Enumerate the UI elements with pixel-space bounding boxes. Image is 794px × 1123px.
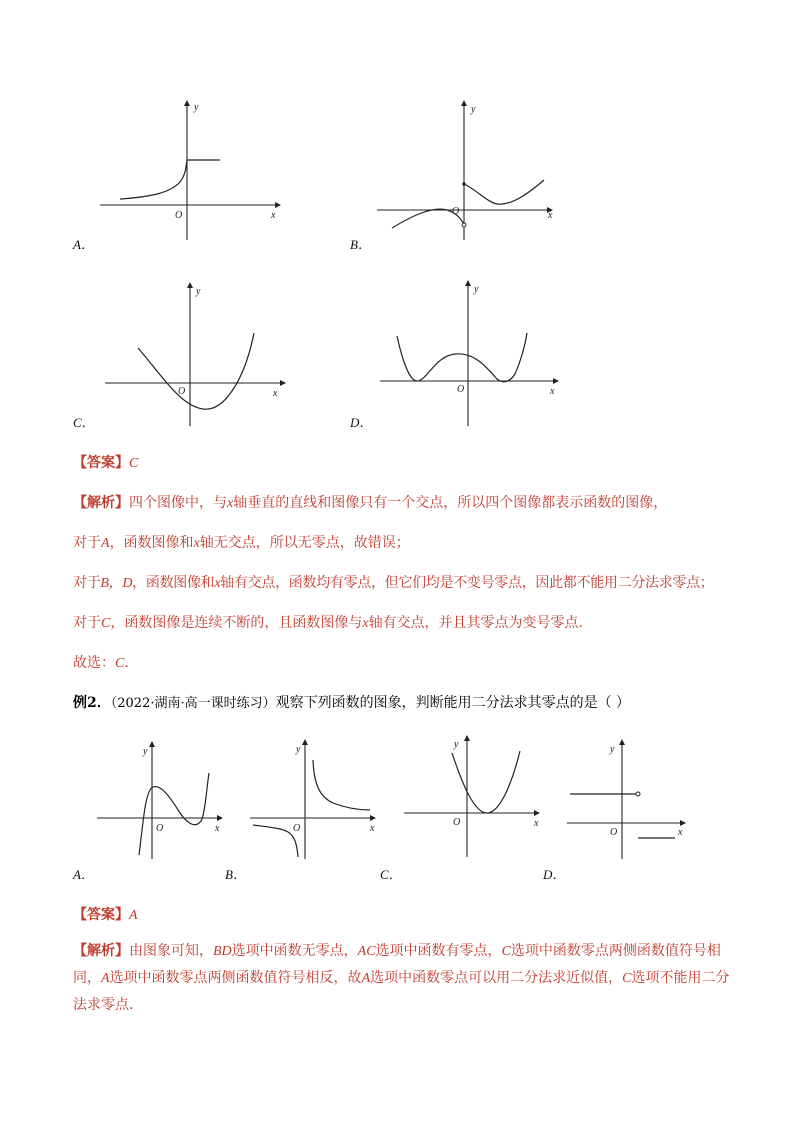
answer-tag: 【答案】	[73, 907, 129, 923]
q1-analysis-line-1	[73, 492, 667, 512]
q1-graph-a-svg	[95, 98, 285, 243]
open-dot	[462, 223, 466, 227]
q2-answer	[73, 904, 138, 924]
origin-label: O	[452, 206, 460, 217]
x-label: x	[273, 388, 278, 399]
q1-option-a-letter: A．	[73, 237, 94, 252]
y-label: y	[610, 744, 615, 755]
origin-label: O	[453, 817, 461, 828]
text: 四个图像中，与	[129, 495, 227, 511]
text: ．	[124, 655, 139, 671]
text: 故选：	[73, 655, 115, 671]
q2-graph-c-svg	[402, 733, 552, 858]
y-label: y	[454, 739, 459, 750]
q2-question	[73, 692, 630, 712]
x-label: x	[215, 823, 220, 834]
q1-analysis-line-2	[73, 532, 410, 552]
var-bd: B，D	[100, 576, 133, 591]
var-x: x	[227, 496, 234, 511]
q2-graph-a-svg	[95, 735, 235, 860]
origin-label: O	[175, 210, 183, 221]
origin-label: O	[610, 827, 618, 838]
text: 选项中函数零点可以用二分法求近似值，	[370, 970, 623, 986]
text: 选项中函数零点两侧函数值符号相反，故	[109, 970, 362, 986]
q2-graph-b	[248, 735, 388, 860]
var: C	[501, 944, 511, 959]
hyperbola-left	[253, 823, 301, 857]
q2-option-b-letter: B．	[225, 867, 246, 882]
x-label: x	[534, 818, 539, 829]
q1-graph-c	[100, 278, 290, 428]
text: 选项不能用二分法求零点．	[73, 970, 730, 1013]
var: C	[622, 971, 632, 986]
example-label: 例2．	[73, 695, 111, 711]
q2-graph-a	[95, 735, 235, 860]
y-label: y	[474, 284, 479, 295]
answer-value: C	[129, 456, 139, 471]
analysis-tag: 【解析】	[73, 943, 129, 959]
x-label: x	[550, 386, 555, 397]
var-x: x	[214, 576, 221, 591]
var: BD	[213, 944, 232, 959]
q1-graph-b-svg	[372, 98, 562, 243]
curve-right	[464, 180, 544, 204]
var: A	[361, 971, 371, 986]
y-label: y	[296, 744, 301, 755]
curve	[120, 160, 187, 199]
var-x: x	[362, 616, 369, 631]
answer-value: A	[129, 908, 138, 923]
q1-graph-d	[375, 278, 565, 428]
text: 轴无交点，所以无零点，故错误；	[199, 535, 410, 551]
y-label: y	[196, 286, 201, 297]
origin-label: O	[156, 823, 164, 834]
text: 轴有交点，并且其零点为变号零点．	[368, 615, 593, 631]
q1-analysis-line-5	[73, 652, 138, 672]
source: （2022·湖南·高一课时练习）	[110, 696, 276, 711]
x-label: x	[370, 823, 375, 834]
hyperbola-right	[313, 760, 370, 810]
text: 对于	[73, 535, 101, 551]
question-text: 观察下列函数的图象，判断能用二分法求其零点的是（ ）	[275, 695, 631, 711]
text: ，函数图像和	[109, 535, 194, 551]
q1-graph-b	[372, 98, 562, 243]
var-a: A	[101, 536, 110, 551]
y-label: y	[471, 104, 476, 115]
q2-option-a-letter: A．	[73, 867, 94, 882]
q1-option-d-letter: D．	[350, 415, 373, 430]
q1-option-b-letter: B．	[350, 237, 371, 252]
var-c: C	[101, 616, 111, 631]
text: 轴有交点，函数均有零点，但它们均是不变号零点，因此都不能用二分法求零点；	[220, 575, 714, 591]
var-c: C	[115, 656, 125, 671]
origin-label: O	[457, 384, 465, 395]
curve	[397, 333, 527, 382]
q1-option-c-letter: C．	[73, 415, 95, 430]
x-label: x	[678, 827, 683, 838]
x-label: x	[271, 210, 276, 221]
text: ，函数图像是连续不断的，且函数图像与	[110, 615, 363, 631]
text: 对于	[73, 575, 101, 591]
q2-graph-b-svg	[248, 735, 388, 860]
x-label: x	[548, 210, 553, 221]
q1-graph-a	[95, 98, 285, 243]
var-x: x	[193, 536, 200, 551]
q2-graph-c	[402, 733, 552, 858]
q1-answer	[73, 452, 138, 472]
var: A	[101, 971, 110, 986]
answer-tag: 【答案】	[73, 455, 129, 471]
q2-graph-d-svg	[565, 735, 705, 860]
var: AC	[357, 944, 376, 959]
text: 选项中函数零点两侧函数值符号相同，	[73, 943, 721, 986]
q2-option-d-letter: D．	[543, 867, 566, 882]
q1-analysis-line-3	[73, 572, 714, 592]
origin-label: O	[178, 386, 186, 397]
cubic-curve	[139, 773, 209, 855]
parabola	[452, 751, 520, 813]
origin-label: O	[293, 823, 301, 834]
parabola	[138, 333, 254, 409]
q1-analysis-line-4	[73, 612, 593, 632]
analysis-tag: 【解析】	[73, 495, 129, 511]
q2-graph-d	[565, 735, 705, 860]
closed-dot	[462, 182, 466, 186]
text: 对于	[73, 615, 101, 631]
y-label: y	[194, 102, 199, 113]
q1-graph-c-svg	[100, 278, 290, 428]
q2-option-c-letter: C．	[380, 867, 402, 882]
text: 选项中函数无零点，	[231, 943, 358, 959]
text: 由图象可知，	[129, 943, 213, 959]
text: 选项中函数有零点，	[375, 943, 502, 959]
text: ，函数图像和	[132, 575, 215, 591]
text: 轴垂直的直线和图像只有一个交点，所以四个图像都表示函数的图像，	[233, 495, 668, 511]
q1-graph-d-svg	[375, 278, 565, 428]
q2-analysis	[73, 938, 733, 1018]
open-dot	[636, 792, 640, 796]
y-label: y	[143, 746, 148, 757]
